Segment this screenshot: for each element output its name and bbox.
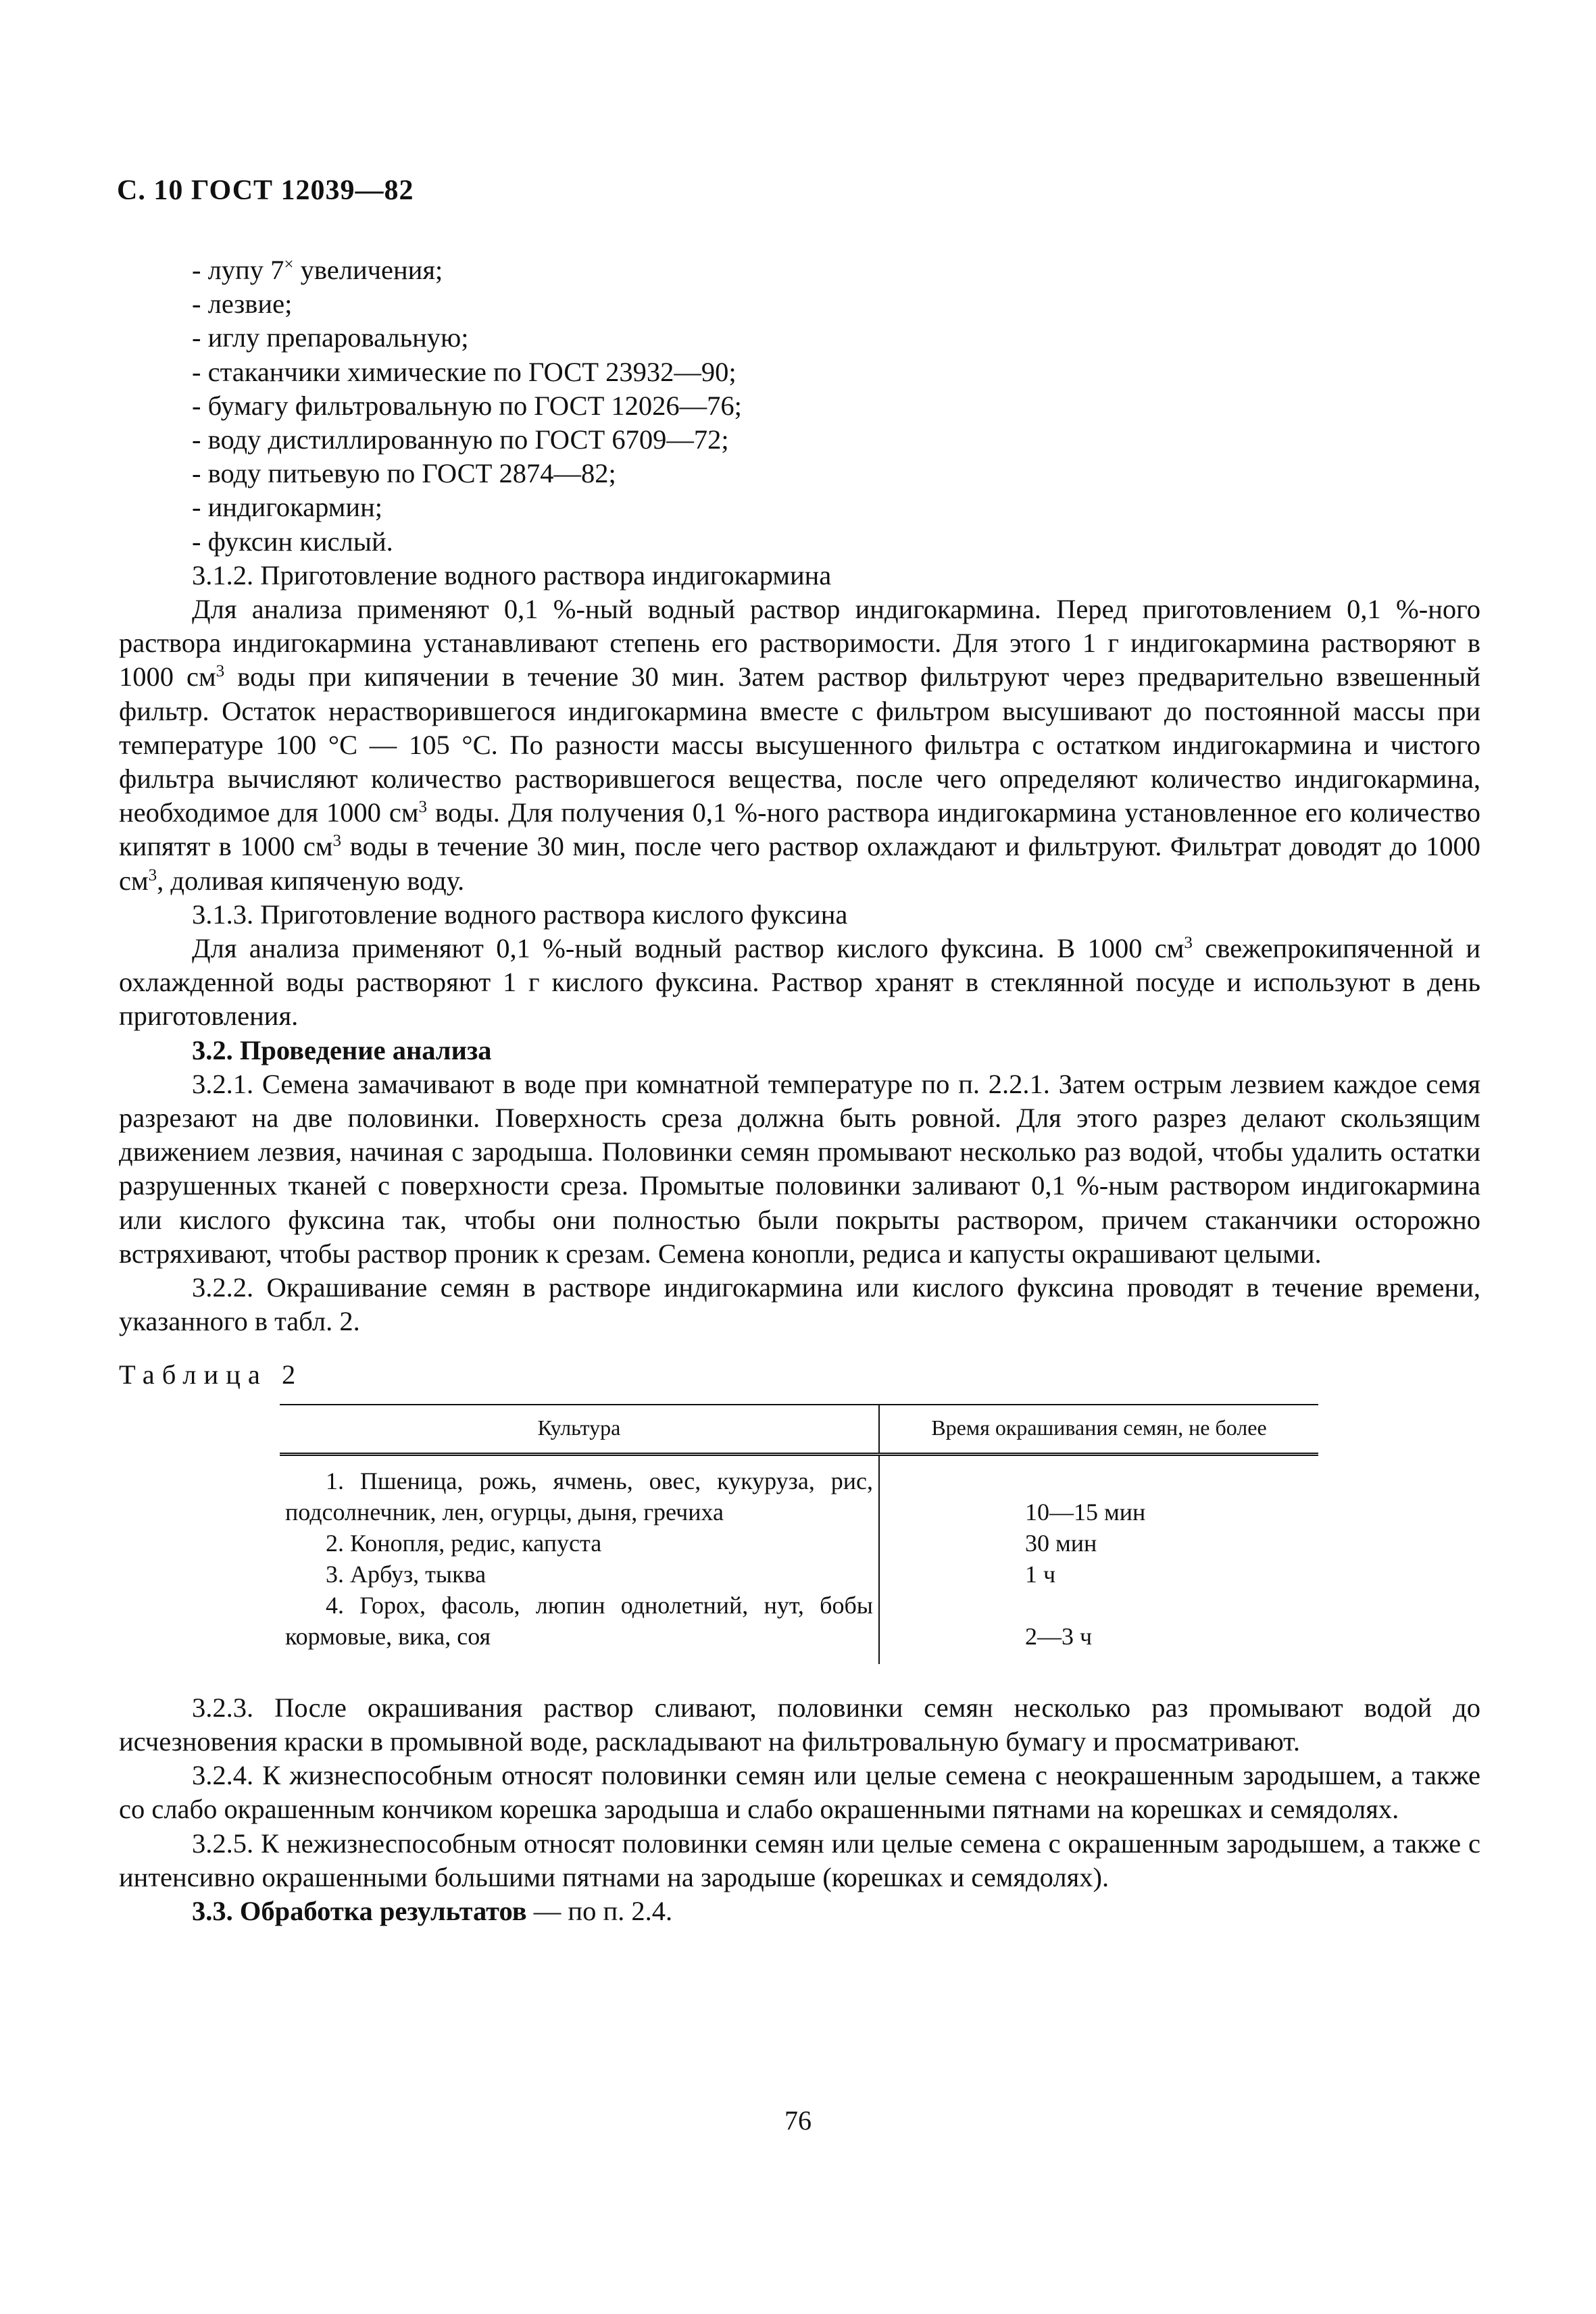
table-2 bbox=[280, 1404, 1318, 1664]
section-title-3-2: 3.2. Проведение анализа bbox=[192, 1034, 492, 1065]
page-number: 76 bbox=[784, 2105, 812, 2136]
paragraph-3-1-3 bbox=[119, 932, 1480, 1034]
page-header: С. 10 ГОСТ 12039—82 bbox=[117, 175, 414, 206]
superscript: 3 bbox=[148, 865, 157, 884]
list-item: - иглу препаровальную; bbox=[192, 322, 469, 353]
paragraph-3-2-4: 3.2.4. К жизнеспособным относят половинки семян или целые семена с неокрашенным зародышем, а также со слабо окрашенным кончиком корешка зародыша и слабо окрашенными пятнами на корешках и семядолях. bbox=[119, 1760, 1480, 1825]
text: Для анализа применяют 0,1 %-ный водный раствор индигокармина. Перед приготовлением 0,1 %-ного раствора индигокармина устанавливают степень его растворимости. Для этого 1 г индигокармина растворяют в 1000 см bbox=[119, 594, 1480, 693]
paragraph-3-2-3: 3.2.3. После окрашивания раствор сливают, половинки семян несколько раз промывают водой до исчезновения краски в промывной воде, раскладывают на фильтровальную бумагу и просматривают. bbox=[119, 1692, 1480, 1757]
table-caption: Таблица 2 bbox=[119, 1359, 303, 1390]
time-cell: 30 мин bbox=[1025, 1529, 1097, 1557]
section-title-3-1-2: 3.1.2. Приготовление водного раствора индигокармина bbox=[192, 559, 832, 590]
time-cell: 1 ч bbox=[1025, 1560, 1056, 1588]
list-item-text: - лупу 7 bbox=[192, 255, 284, 285]
list-item bbox=[119, 253, 1480, 287]
superscript: 3 bbox=[418, 798, 428, 817]
list-item: - бумагу фильтровальную по ГОСТ 12026—76; bbox=[192, 390, 742, 421]
list-item-text: увеличения; bbox=[300, 255, 443, 285]
superscript: × bbox=[284, 255, 294, 274]
column-header-time: Время окрашивания семян, не более bbox=[879, 1405, 1318, 1455]
list-item: - стаканчики химические по ГОСТ 23932—90; bbox=[192, 356, 737, 387]
paragraph-3-2-1: 3.2.1. Семена замачивают в воде при комнатной температуре по п. 2.2.1. Затем острым лезвием каждое семя разрезают на две половинки. Поверхность среза должна быть ровной. Для этого разрез делают скользящим движением лезвия, начиная с зародыша. Половинки семян промывают несколько раз водой, чтобы удалить остатки разрушенных тканей с поверхности среза. Промытые половинки заливают 0,1 %-ным раствором индигокармина или кислого фуксина так, чтобы они полностью были покрыты раствором, причем стаканчики осторожно встряхивают, чтобы раствор проник к срезам. Семена конопли, редиса и капусты окрашивают целыми. bbox=[119, 1068, 1480, 1269]
time-cell: 10—15 мин bbox=[1025, 1498, 1146, 1526]
paragraph-3-3 bbox=[119, 1894, 1480, 1928]
text: воды в течение 30 мин, после чего раствор охлаждают и фильтруют. Фильтрат доводят до 1000 см bbox=[119, 831, 1480, 896]
culture-cell bbox=[280, 1454, 879, 1528]
paragraph-3-2-2: 3.2.2. Окрашивание семян в растворе индигокармина или кислого фуксина проводят в течение времени, указанного в табл. 2. bbox=[119, 1272, 1480, 1337]
table-row bbox=[280, 1454, 1318, 1528]
section-title-3-1-3: 3.1.3. Приготовление водного раствора кислого фуксина bbox=[192, 899, 848, 930]
culture-cell bbox=[280, 1528, 879, 1559]
table-header-row bbox=[280, 1405, 1318, 1455]
text: Для анализа применяют 0,1 %-ный водный раствор кислого фуксина. В 1000 см bbox=[192, 933, 1184, 964]
culture-text: 3. Арбуз, тыква bbox=[326, 1560, 487, 1588]
culture-cell bbox=[280, 1559, 879, 1590]
list-item: - воду питьевую по ГОСТ 2874—82; bbox=[192, 458, 616, 489]
column-header-culture: Культура bbox=[280, 1405, 879, 1455]
text: — по п. 2.4. bbox=[526, 1895, 673, 1926]
table-row bbox=[280, 1590, 1318, 1664]
list-item: - воду дистиллированную по ГОСТ 6709—72; bbox=[192, 424, 729, 455]
text: воды при кипячении в течение 30 мин. Затем раствор фильтруют через предварительно взвешенный фильтр. Остаток нерастворившегося индигокармина вместе с фильтром высушивают до постоянной массы при температуре 100 °С — 105 °С. По разности массы высушенного фильтра с остатком индигокармина и чистого фильтра вычисляют количество растворившегося вещества, после чего определяют количество индигокармина, необходимое для 1000 см bbox=[119, 661, 1480, 828]
paragraph-3-2-5: 3.2.5. К нежизнеспособным относят половинки семян или целые семена с окрашенным зародышем, а также с интенсивно окрашенными большими пятнами на зародыше (корешках и семядолях). bbox=[119, 1828, 1480, 1892]
table-row bbox=[280, 1559, 1318, 1590]
superscript: 3 bbox=[332, 832, 342, 851]
section-title-3-3: 3.3. Обработка результатов bbox=[192, 1895, 527, 1926]
paragraph-3-1-2 bbox=[119, 593, 1480, 898]
text: воды. Для получения 0,1 %-ного раствора индигокармина установленное его количество кипятят в 1000 см bbox=[119, 797, 1480, 862]
text: , доливая кипяченую воду. bbox=[157, 865, 465, 896]
time-cell: 2—3 ч bbox=[1025, 1622, 1093, 1650]
text: свежепрокипяченной и охлажденной воды растворяют 1 г кислого фуксина. Раствор хранят в стеклянной посуде и используют в день приготовления. bbox=[119, 933, 1480, 1032]
list-item: - индигокармин; bbox=[192, 492, 382, 523]
list-item: - лезвие; bbox=[192, 288, 293, 320]
culture-text: 4. Горох, фасоль, люпин однолетний, нут, бобы кормовые, вика, соя bbox=[285, 1591, 873, 1650]
superscript: 3 bbox=[1184, 934, 1193, 953]
culture-text: 1. Пшеница, рожь, ячмень, овес, кукуруза, рис, подсолнечник, лен, огурцы, дыня, гречиха bbox=[285, 1467, 873, 1526]
document-body bbox=[119, 253, 1480, 1928]
table-row bbox=[280, 1528, 1318, 1559]
superscript: 3 bbox=[216, 662, 225, 681]
culture-cell bbox=[280, 1590, 879, 1664]
list-item: - фуксин кислый. bbox=[192, 526, 393, 557]
culture-text: 2. Конопля, редис, капуста bbox=[326, 1529, 602, 1557]
